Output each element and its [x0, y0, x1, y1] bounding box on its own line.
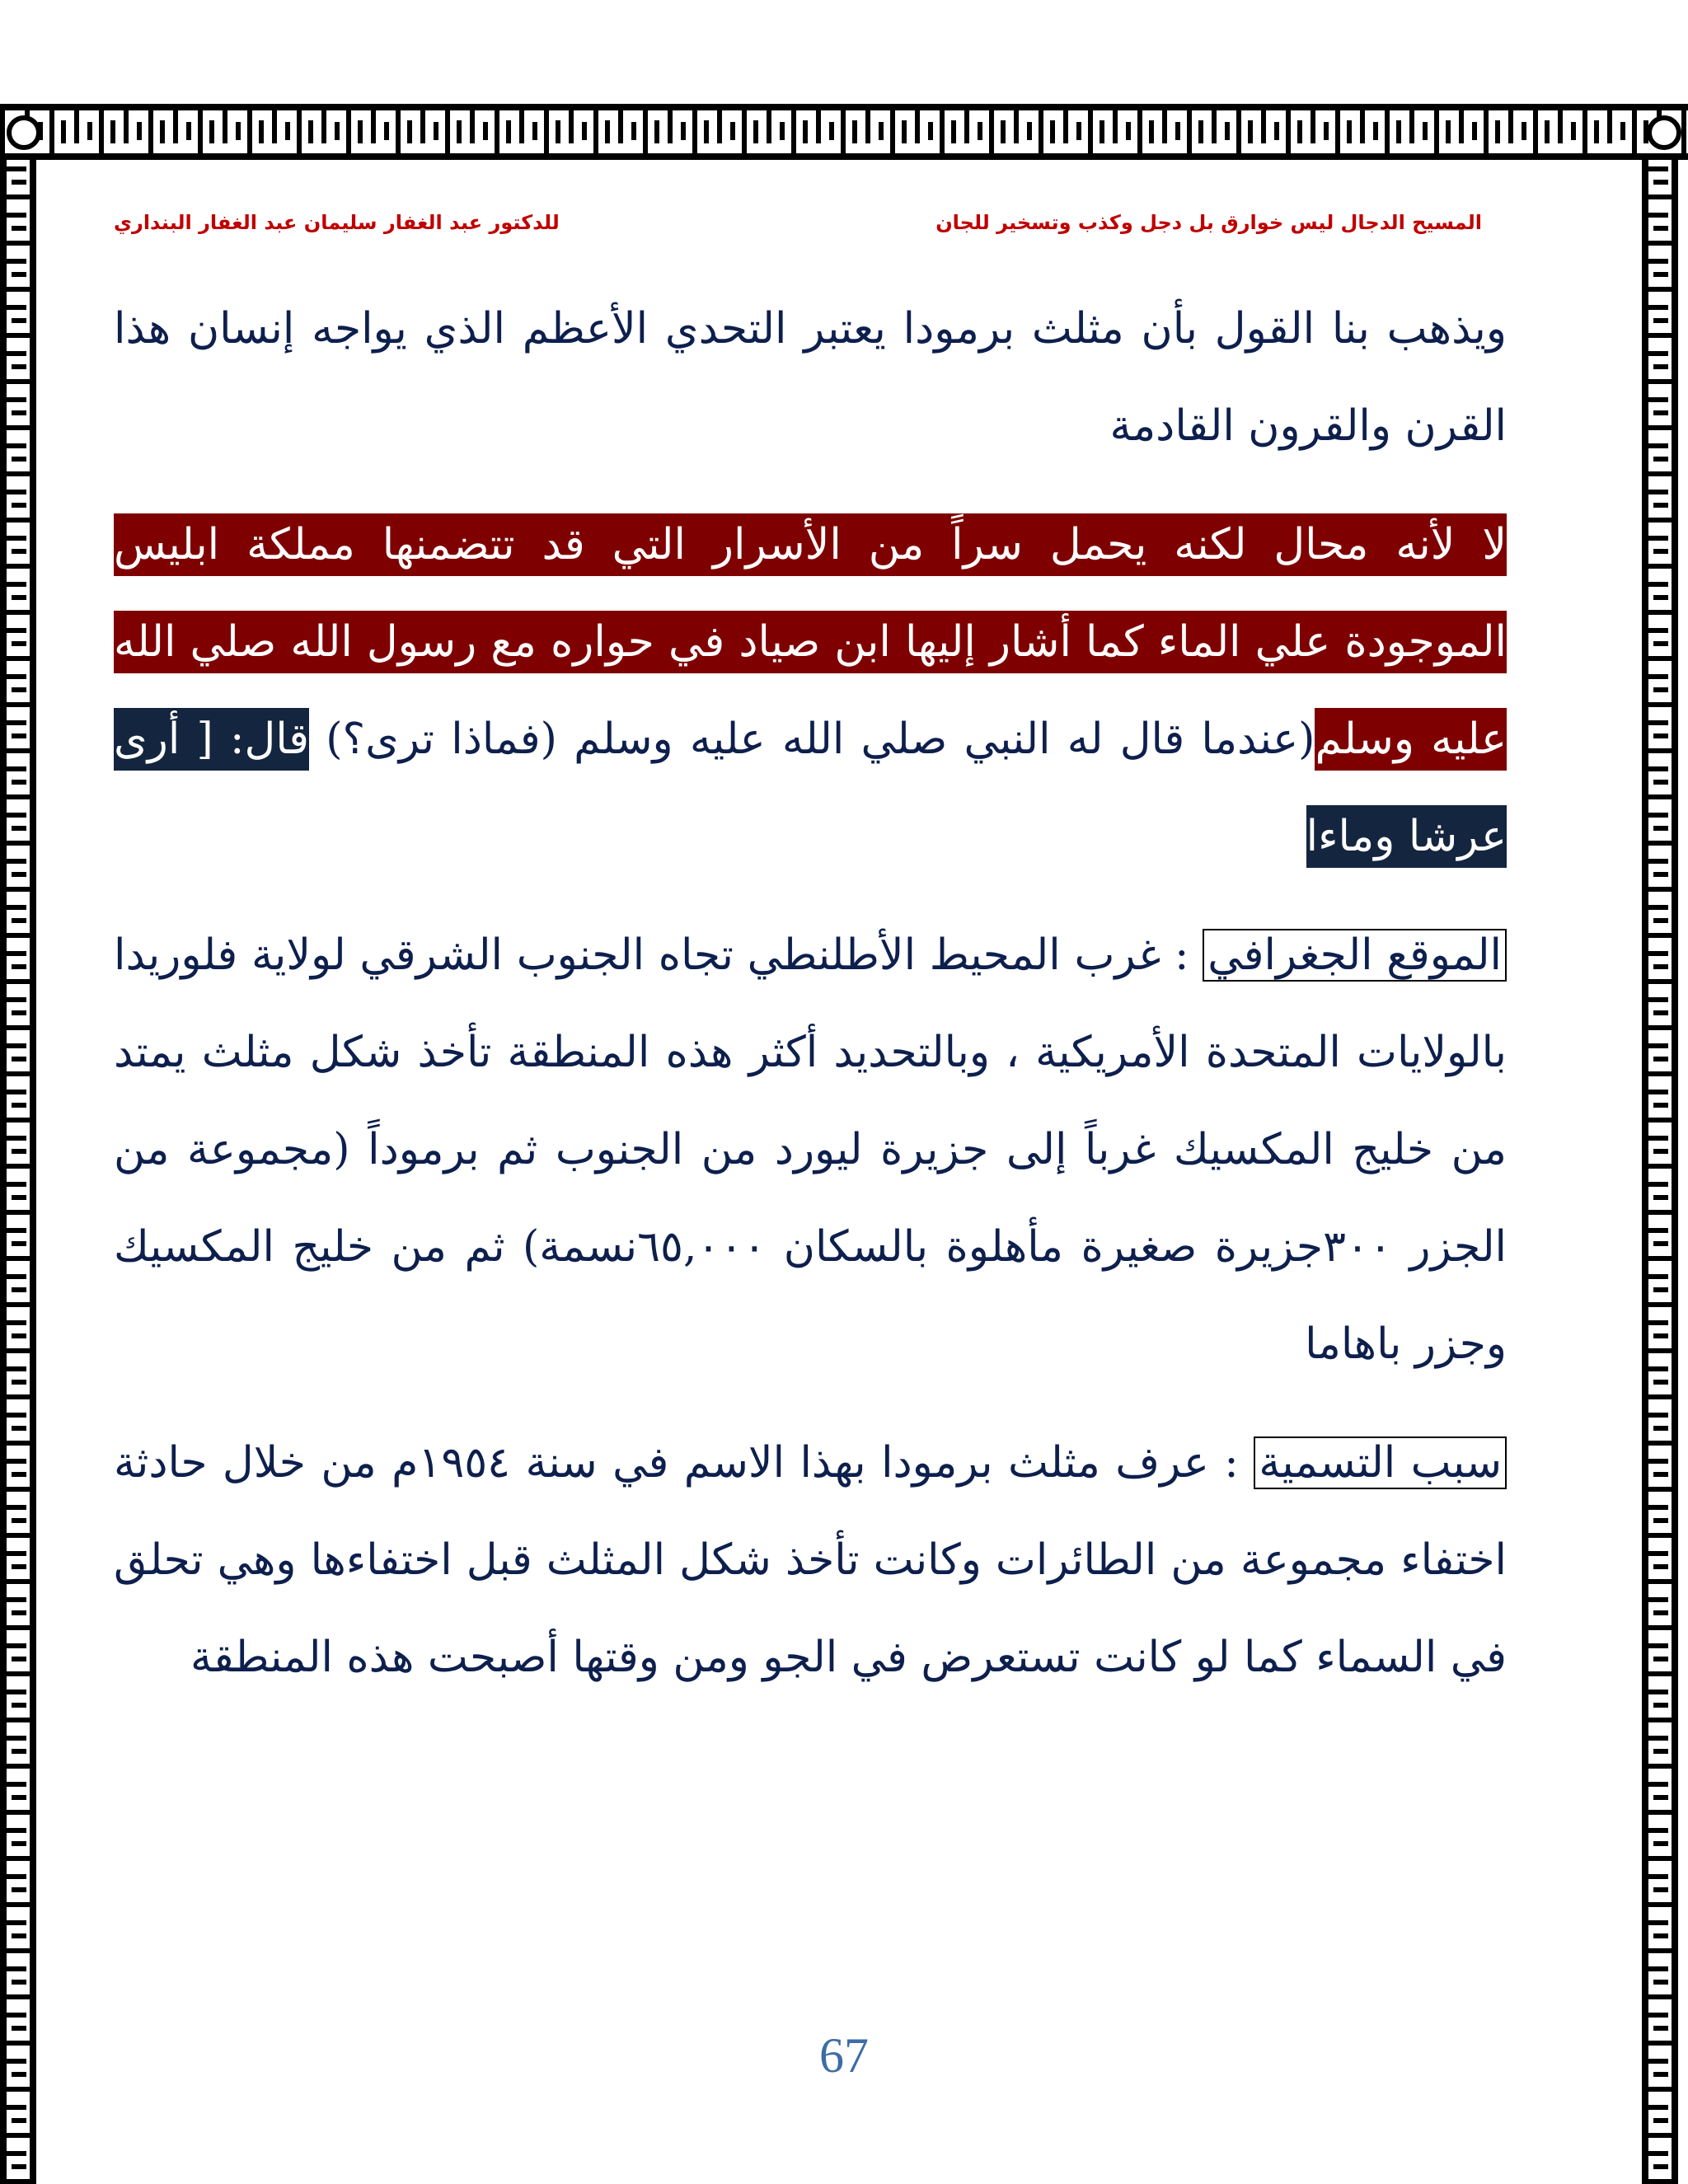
- paragraph-location: [114, 907, 1507, 1393]
- highlight-red-text: لا لأنه محال لكنه يحمل سراً من الأسرار التي قد تتضمنها مملكة ابليس الموجودة علي الماء كما أشار إليها ابن صياد في حواره مع رسول الله صلي الله عليه وسلم: [114, 513, 1507, 771]
- header-book-title: المسيح الدجال ليس خوارق بل دجل وكذب وتسخير للجان: [935, 211, 1482, 234]
- corner-ring-icon: [1647, 115, 1681, 150]
- section-label-naming: سبب التسمية: [1254, 1436, 1507, 1489]
- page-body: [114, 280, 1507, 1706]
- greek-key-border-left: [0, 160, 36, 2184]
- section-label-location: الموقع الجغرافي: [1203, 929, 1507, 982]
- naming-text: : عرف مثلث برمودا بهذا الاسم في سنة ١٩٥٤م من خلال حادثة اختفاء مجموعة من الطائرات وكانت تأخذ شكل المثلث قبل اختفاءها وهي تحلق في السماء كما لو كانت تستعرض في الجو ومن وقتها أصبحت هذه المنطقة: [114, 1438, 1507, 1682]
- greek-key-border-right: [1642, 160, 1678, 2184]
- plain-text: (عندما قال له النبي صلي الله عليه وسلم (فماذا ترى؟): [309, 715, 1315, 764]
- paragraph-ibn-sayyad: [114, 496, 1507, 885]
- header-author: للدكتور عبد الغفار سليمان عبد الغفار البنداري: [114, 211, 560, 234]
- paragraph-naming: [114, 1414, 1507, 1706]
- highlight-navy-text: قال: [ أرى عرشا وماءا: [114, 708, 1507, 868]
- paragraph-intro: ويذهب بنا القول بأن مثلث برمودا يعتبر التحدي الأعظم الذي يواجه إنسان هذا القرن والقرون القادمة: [114, 304, 1507, 451]
- page-number: 67: [819, 2028, 869, 2083]
- running-header: [114, 204, 1482, 241]
- location-text: : غرب المحيط الأطلنطي تجاه الجنوب الشرقي لولاية فلوريدا بالولايات المتحدة الأمريكية ، وبالتحديد أكثر هذه المنطقة تأخذ شكل مثلث يمتد من خليج المكسيك غرباً إلى جزيرة ليورد من الجنوب ثم برموداً (مجموعة من الجزر ٣٠٠جزيرة صغيرة مأهلوة بالسكان ٦٥,٠٠٠نسمة) ثم من خليج المكسيك وجزر باهاما: [114, 930, 1507, 1369]
- greek-key-border-top: [0, 104, 1688, 160]
- corner-ring-icon: [7, 115, 41, 150]
